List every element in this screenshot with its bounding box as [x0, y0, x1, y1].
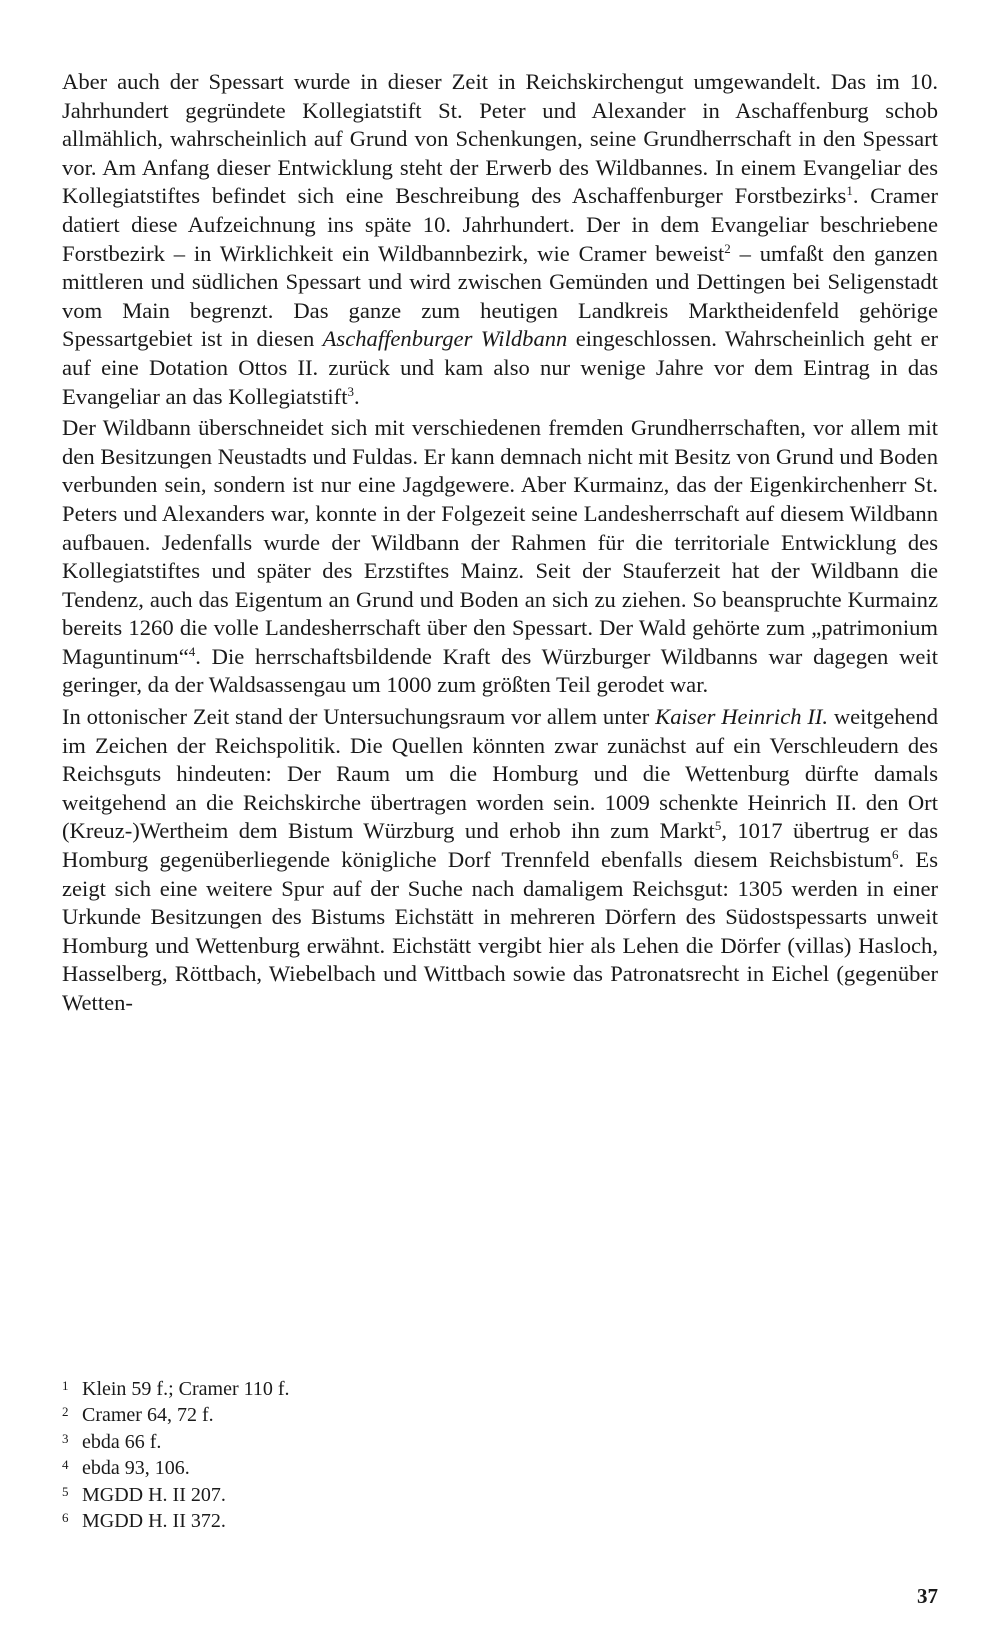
- italic-term: Kaiser Heinrich II.: [655, 704, 829, 730]
- footnote-number: 4: [62, 1457, 69, 1473]
- text-run: Der Wildbann überschneidet sich mit verschiedenen fremden Grundherrschaften, vor allem mit den Besitzungen Neustadts und Fuldas. Er kann demnach nicht mit Besitz von Grund und Boden verbunden sein, sondern ist nur eine Jagdgewere. Aber Kurmainz, das der Eigenkirchenherr St. Peters und Alexanders war, konnte in der Folgezeit seine Landesherrschaft auf diesem Wildbann aufbauen. Jedenfalls wurde der Wildbann der Rahmen für die territoriale Entwicklung des Kollegiatstiftes und später des Erzstiftes Mainz. Seit der Stauferzeit hat der Wildbann die Tendenz, auch das Eigentum an Grund und Boden an sich zu ziehen. So beanspruchte Kurmainz bereits 1260 die volle Landesherrschaft über den Spessart. Der Wald gehörte zum „patrimonium Maguntinum“: [62, 415, 938, 669]
- footnote-text: MGDD H. II 207.: [82, 1483, 226, 1506]
- text-run: .: [353, 383, 360, 409]
- text-run: . Die herrschaftsbildende Kraft des Würzburger Wildbanns war dagegen weit geringer, da der Waldsassengau um 1000 zum größten Teil gerodet war.: [62, 643, 938, 698]
- footnote: [62, 1376, 938, 1402]
- footnote-number: 2: [62, 1404, 69, 1420]
- paragraph: [62, 414, 938, 700]
- footnote: [62, 1402, 938, 1428]
- footnote-text: MGDD H. II 372.: [82, 1510, 226, 1533]
- text-run: – umfaßt den ganzen mittleren und südlichen Spessart und wird zwischen Gemünden und Dettingen bei Seligenstadt vom Main begrenzt. Das ganze zum heutigen Landkreis Marktheidenfeld gehörige Spessartgebiet ist in diesen: [62, 240, 938, 352]
- footnote-number: 3: [62, 1430, 69, 1446]
- footnote: [62, 1429, 938, 1455]
- footnote-ref: 2: [724, 240, 731, 256]
- footnote: [62, 1482, 938, 1508]
- page-number: 37: [917, 1584, 938, 1608]
- text-run: In ottonischer Zeit stand der Untersuchungsraum vor allem unter: [62, 704, 656, 730]
- body-text: [62, 68, 938, 1021]
- text-run: eingeschlossen. Wahrscheinlich geht er auf eine Dotation Ottos II. zurück und kam also nur wenige Jahre vor dem Eintrag in das Evangeliar an das Kollegiatstift: [62, 326, 938, 409]
- footnote: [62, 1455, 938, 1481]
- text-run: , 1017 übertrug er das Homburg gegenüberliegende königliche Dorf Trennfeld ebenfalls diesem Reichsbistum: [62, 818, 938, 873]
- footnote-ref: 4: [188, 643, 196, 659]
- text-run: . Cramer datiert diese Aufzeichnung ins späte 10. Jahrhundert. Der in dem Evangeliar beschriebene Forstbezirk – in Wirklichkeit ein Wildbannbezirk, wie Cramer beweist: [62, 183, 938, 266]
- footnote-ref: 5: [714, 818, 722, 834]
- footnotes: [62, 1376, 938, 1534]
- footnote-number: 1: [62, 1378, 69, 1393]
- footnote-ref: 6: [892, 847, 899, 863]
- footnote-ref: 3: [347, 383, 354, 399]
- footnote-number: 5: [62, 1483, 69, 1499]
- text-run: . Es zeigt sich eine weitere Spur auf der Suche nach damaligem Reichsgut: 1305 werden in einer Urkunde Besitzungen des Bistums Eichstätt in mehreren Dörfern des Südostspessarts unweit Homburg und Wettenburg erwähnt. Eichstätt vergibt hier als Lehen die Dörfer (villas) Hasloch, Hasselberg, Röttbach, Wiebelbach und Wittbach sowie das Patronatsrecht in Eichel (gegenüber Wetten-: [62, 847, 938, 1015]
- footnote-text: Cramer 64, 72 f.: [82, 1404, 214, 1427]
- text-run: weitgehend im Zeichen der Reichspolitik. Die Quellen könnten zwar zunächst auf ein Verschleudern des Reichsguts hindeuten: Der Raum um die Homburg und die Wettenburg dürfte damals weitgehend an die Reichskirche übertragen worden sein. 1009 schenkte Heinrich II. den Ort (Kreuz-)Wertheim dem Bistum Würzburg und erhob ihn zum Markt: [62, 704, 938, 844]
- footnote-number: 6: [62, 1510, 69, 1526]
- footnote: [62, 1508, 938, 1534]
- paragraph: [62, 68, 938, 411]
- text-run: Aber auch der Spessart wurde in dieser Zeit in Reichskirchengut umgewandelt. Das im 10. Jahrhundert gegründete Kollegiatstift St. Peter und Alexander in Aschaffenburg schob allmählich, wahrscheinlich auf Grund von Schenkungen, seine Grundherrschaft in den Spessart vor. Am Anfang dieser Entwicklung steht der Erwerb des Wildbannes. In einem Evangeliar des Kollegiatstiftes befindet sich eine Beschreibung des Aschaffenburger Forstbezirks: [62, 69, 938, 209]
- footnote-text: Klein 59 f.; Cramer 110 f.: [82, 1378, 290, 1400]
- footnote-text: ebda 93, 106.: [82, 1457, 190, 1480]
- footnote-text: ebda 66 f.: [82, 1430, 162, 1453]
- footnote-ref: 1: [846, 183, 853, 199]
- italic-term: Aschaffenburger Wildbann: [322, 326, 568, 352]
- paragraph: [62, 703, 938, 1018]
